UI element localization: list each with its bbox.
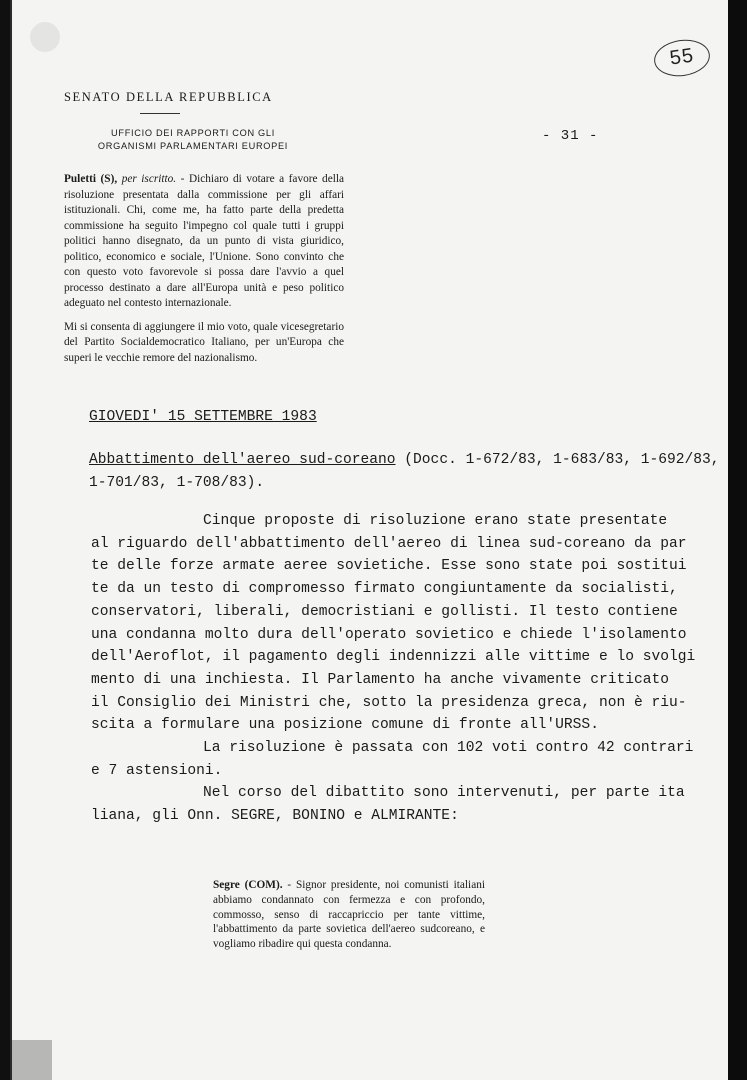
report-body <box>91 510 705 828</box>
scan-border <box>728 0 747 1080</box>
speaker-name: Segre (COM). <box>213 879 283 891</box>
body-line: al riguardo dell'abbattimento dell'aereo di linea sud-coreano da par <box>91 535 687 552</box>
topic-heading <box>89 452 720 468</box>
body-line: liana, gli Onn. SEGRE, BONINO e ALMIRANTE: <box>91 808 459 825</box>
page-number: - 31 - <box>542 128 599 144</box>
body-line: il Consiglio dei Ministri che, sotto la presidenza greca, non è riu- <box>91 694 687 711</box>
stamp-number: 55 <box>668 44 696 70</box>
body-line: mento di una inchiesta. Il Parlamento ha anche vivamente criticato <box>91 671 670 688</box>
segre-paragraph <box>213 878 485 952</box>
office-header <box>88 127 298 152</box>
institution-header: SENATO DELLA REPUBBLICA <box>64 90 273 104</box>
body-line: Nel corso del dibattito sono intervenuti, per parte ita <box>203 785 685 802</box>
body-line: conservatori, liberali, democristiani e gollisti. Il testo contiene <box>91 603 678 620</box>
puletti-statement <box>64 172 344 366</box>
scan-shadow-bottom <box>12 1040 52 1080</box>
body-line: dell'Aeroflot, il pagamento degli indennizzi alle vittime e lo svolgi <box>91 649 696 666</box>
document-page <box>10 0 730 1080</box>
statement-text: - Signor presidente, noi comunisti italiani abbiamo condannato con fermezza e con profondo, commosso, senso di raccapriccio per tante vittime, l'abbattimento da parte sovietica dell'aereo sudcoreano, e vogliamo ribadire qui questa condanna. <box>213 879 485 951</box>
segre-statement <box>213 878 485 952</box>
header-divider <box>140 113 180 114</box>
topic-title: Abbattimento dell'aereo sud-coreano <box>89 452 396 468</box>
speaker-name: Puletti (S), <box>64 173 122 185</box>
puletti-paragraph-2: Mi si consenta di aggiungere il mio voto, quale vicesegretario del Partito Socialdemocratico Italiano, per un'Europa che superi le vecchie remore del nazionalismo. <box>64 320 344 364</box>
scan-shadow <box>30 22 60 52</box>
date-heading: GIOVEDI' 15 SETTEMBRE 1983 <box>89 409 317 425</box>
body-line: te delle forze armate aeree sovietiche. Esse sono state poi sostitui <box>91 558 687 575</box>
topic-docs: (Docc. 1-672/83, 1-683/83, 1-692/83, <box>395 452 720 468</box>
body-line: scita a formulare una posizione comune di fronte all'URSS. <box>91 717 599 734</box>
handwritten-page-stamp <box>652 36 712 79</box>
statement-text: - Dichiaro di votare a favore della risoluzione presentata dalla commissione per gli affari istituzionali. Chi, come me, ha fatto parte della predetta commissione ha seguito l'impegno col quale tutti i gruppi politici hanno disegnato, da un punto di vista giuridico, politico, economico e sociale, l'Unione. Sono convinto che con questo voto favorevole si possa dare l'avvio a quel processo destinato a dare all'Europa unità e peso politico adeguato nel contesto internazionale. <box>64 173 345 309</box>
body-line: Cinque proposte di risoluzione erano state presentate <box>203 513 668 529</box>
office-line-2: ORGANISMI PARLAMENTARI EUROPEI <box>97 140 289 151</box>
topic-docs-continued: 1-701/83, 1-708/83). <box>89 475 265 491</box>
body-line: una condanna molto dura dell'operato sovietico e chiede l'isolamento <box>91 626 687 643</box>
office-line-1: UFFICIO DEI RAPPORTI CON GLI <box>111 128 275 138</box>
body-line: te da un testo di compromesso firmato congiuntamente da socialisti, <box>91 581 678 598</box>
puletti-paragraph-1 <box>64 172 344 312</box>
body-line: La risoluzione è passata con 102 voti contro 42 contrari <box>203 740 694 757</box>
body-line: e 7 astensioni. <box>91 762 223 779</box>
speaker-role: per iscritto. <box>121 173 177 185</box>
